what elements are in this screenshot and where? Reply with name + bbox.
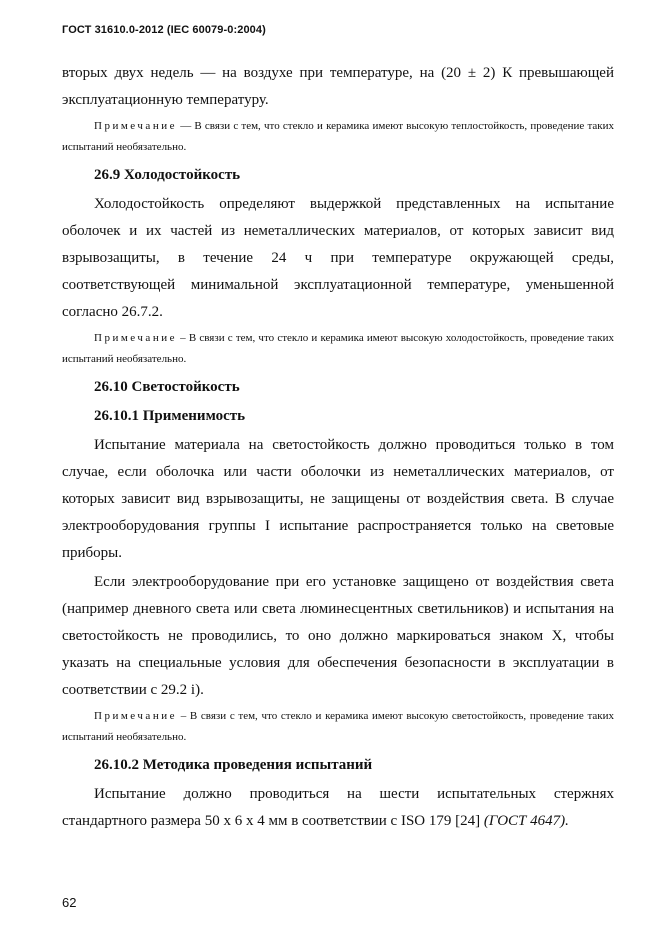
note-label: Примечание (94, 710, 177, 722)
page-number: 62 (62, 895, 77, 910)
paragraph-26-10-1-a: Испытание материала на светостойкость должно проводиться только в том случае, если оболочка или части оболочки из неметаллических материалов, от которых зависит вид взрывозащиты, не защищены от воздействия света. В случае электрооборудования группы I испытание распространяется только на световые приборы. (62, 437, 614, 561)
note-1-text: — В связи с тем, что стекло и керамика имеют высокую теплостойкость, проведение таких испытаний необязательно. (62, 120, 614, 153)
note-2 (62, 328, 614, 370)
heading-26-10-1: 26.10.1 Применимость (94, 408, 246, 424)
paragraph-26-10-2 (62, 781, 614, 835)
note-3 (62, 706, 614, 748)
page-header-standard: ГОСТ 31610.0-2012 (IEC 60079-0:2004) (62, 24, 266, 36)
document-body (62, 60, 614, 837)
heading-26-10: 26.10 Светостойкость (94, 379, 240, 395)
paragraph-26-10-1-b: Если электрооборудование при его установке защищено от воздействия света (например дневного света или света люминесцентных светильников) и испытания на светостойкость не проводились, то оно должно маркироваться знаком X, чтобы указать на специальные условия для обеспечения безопасности в эксплуатации в соответствии с 29.2 i). (62, 574, 614, 698)
note-2-text: – В связи с тем, что стекло и керамика имеют высокую холодостойкость, проведение таких испытаний необязательно. (62, 332, 614, 365)
heading-26-10-2: 26.10.2 Методика проведения испытаний (94, 757, 373, 773)
note-3-text: – В связи с тем, что стекло и керамика имеют высокую светостойкость, проведение таких испытаний необязательно. (62, 710, 615, 743)
gost-reference: (ГОСТ 4647). (483, 813, 569, 829)
paragraph-26-9: Холодостойкость определяют выдержкой представленных на испытание оболочек и их частей из неметаллических материалов, от которых зависит вид взрывозащиты, в течение 24 ч при температуре окружающей среды, соответствующей минимальной эксплуатационной температуре, уменьшенной согласно 26.7.2. (62, 196, 614, 320)
paragraph-intro: вторых двух недель — на воздухе при температуре, на (20 ± 2) К превышающей эксплуатационную температуру. (62, 65, 614, 108)
note-label: Примечание (94, 120, 177, 132)
note-label: Примечание (94, 332, 177, 344)
note-1 (62, 116, 614, 158)
paragraph-26-10-2-text: Испытание должно проводиться на шести испытательных стержнях стандартного размера 50 x 6 x 4 мм в соответствии с ISO 179 [24] (62, 786, 614, 829)
heading-26-9: 26.9 Холодостойкость (94, 167, 241, 183)
